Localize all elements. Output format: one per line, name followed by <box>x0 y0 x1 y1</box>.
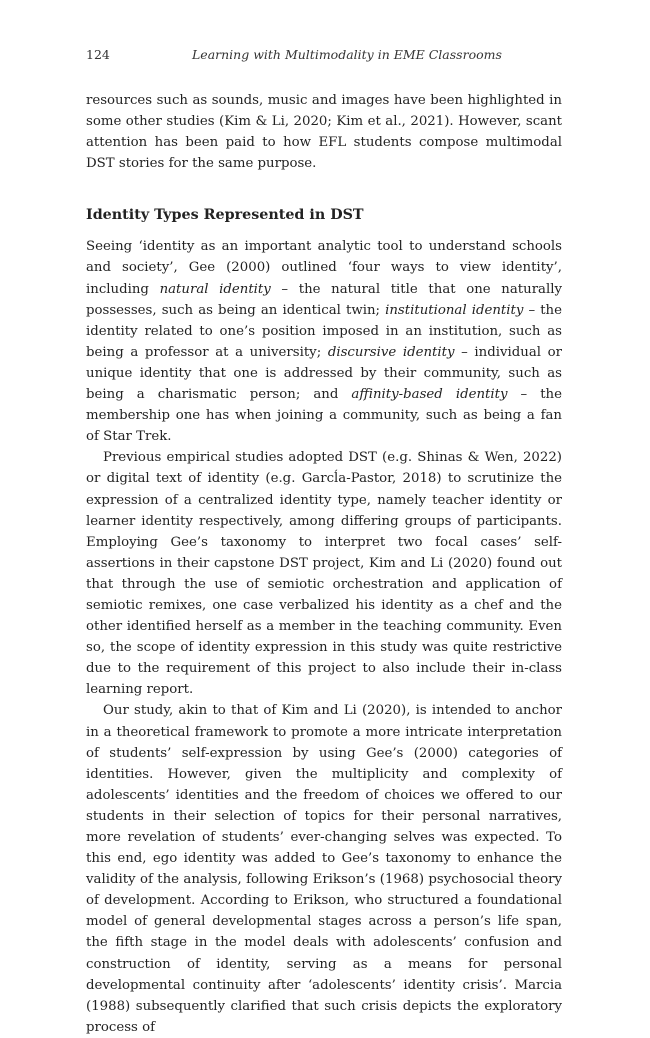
running-header <box>86 38 562 72</box>
term-affinity-based-identity: affinity-based identity <box>351 387 508 403</box>
term-institutional-identity: institutional identity <box>385 302 524 318</box>
page-number: 124 <box>86 47 110 62</box>
body-text <box>86 90 562 1038</box>
paragraph-text: – the natural title that one naturally possesses, such as being an identical twin; <box>86 281 563 318</box>
term-discursive-identity: discursive identity <box>327 344 455 360</box>
paragraph-text: – individual or unique identity that one is addressed by their community, such as being a charismatic person; and <box>86 344 563 403</box>
paragraph-text: – the membership one has when joining a community, such as being a fan of Star Trek. <box>86 387 562 445</box>
term-natural-identity: natural identity <box>159 281 271 297</box>
paragraph-text: Seeing ‘identity as an important analytic tool to understand schools and society’, Gee (2000) outlined ‘four ways to view identity’, including <box>86 239 562 297</box>
book-page <box>86 38 562 1038</box>
paragraph-continued: resources such as sounds, music and images have been highlighted in some other studies (Kim & Li, 2020; Kim et al., 2021). However, scant attention has been paid to how EFL students compose multimodal DST stories for the same purpose. <box>86 93 562 172</box>
running-title: Learning with Multimodality in EME Classrooms <box>192 47 502 62</box>
paragraph-our-study: Our study, akin to that of Kim and Li (2020), is intended to anchor in a theoretical framework to promote a more intricate interpretation of students’ self-expression by using Gee’s (2000) categories of identities. However, given the multiplicity and complexity of adolescents’ identities and the freedom of choices we offered to our students in their selection of topics for their personal narratives, more revelation of students’ ever-changing selves was expected. To this end, ego identity was added to Gee’s taxonomy to enhance the validity of the analysis, following Erikson’s (1968) psychosocial theory of development. According to Erikson, who structured a foundational model of general developmental stages across a person’s life span, the fifth stage in the model deals with adolescents’ confusion and construction of identity, serving as a means for personal developmental continuity after ‘adolescents’ identity crisis’. Marcia (1988) subsequently clarified that such crisis depicts the exploratory process of <box>86 703 562 1035</box>
paragraph-gee-identity-types <box>86 236 562 447</box>
paragraph-previous-studies: Previous empirical studies adopted DST (e.g. Shinas & Wen, 2022) or digital text of identity (e.g. Garcĺa-Pastor, 2018) to scrutinize the expression of a centralized identity type, namely teacher identity or learner identity respectively, among differing groups of participants. Employing Gee’s taxonomy to interpret two focal cases’ self-assertions in their capstone DST project, Kim and Li (2020) found out that through the use of semiotic orchestration and application of semiotic remixes, one case verbalized his identity as a chef and the other identified herself as a member in the teaching community. Even so, the scope of identity expression in this study was quite restrictive due to the requirement of this project to also include their in-class learning report. <box>86 450 562 698</box>
paragraph-text: – the identity related to one’s position imposed in an institution, such as being a professor at a university; <box>86 302 562 360</box>
section-heading: Identity Types Represented in DST <box>86 207 364 224</box>
